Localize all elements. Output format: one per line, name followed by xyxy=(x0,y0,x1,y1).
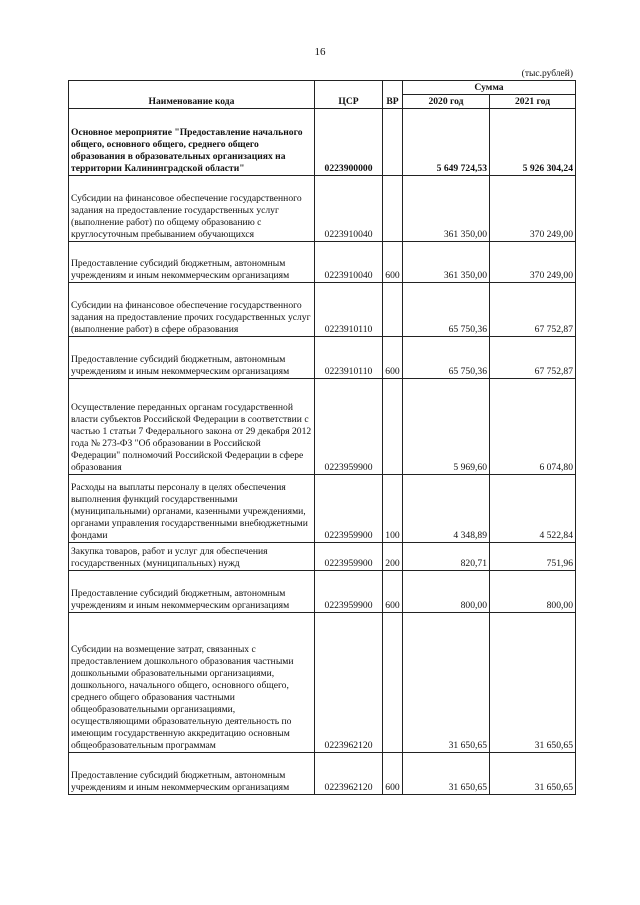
row-csr: 0223910040 xyxy=(315,242,383,283)
row-amount-2021: 31 650,65 xyxy=(490,613,576,753)
table-row xyxy=(69,613,576,753)
table-row xyxy=(69,176,576,242)
budget-table xyxy=(68,80,576,795)
row-name: Предоставление субсидий бюджетным, автономным учреждениям и иным некоммерческим организациям xyxy=(69,571,315,613)
table-row xyxy=(69,543,576,571)
row-vr: 200 xyxy=(383,543,403,571)
header-csr: ЦСР xyxy=(315,81,383,109)
row-vr: 600 xyxy=(383,337,403,379)
row-amount-2020: 820,71 xyxy=(403,543,490,571)
row-amount-2020: 5 969,60 xyxy=(403,379,490,475)
row-amount-2021: 67 752,87 xyxy=(490,283,576,337)
row-amount-2020: 361 350,00 xyxy=(403,242,490,283)
row-name: Предоставление субсидий бюджетным, автономным учреждениям и иным некоммерческим организациям xyxy=(69,337,315,379)
row-csr: 0223959900 xyxy=(315,475,383,543)
row-amount-2020: 31 650,65 xyxy=(403,613,490,753)
row-amount-2021: 800,00 xyxy=(490,571,576,613)
row-amount-2021: 6 074,80 xyxy=(490,379,576,475)
table-row xyxy=(69,283,576,337)
row-vr xyxy=(383,379,403,475)
row-name: Осуществление переданных органам государственной власти субъектов Российской Федерации в соответствии с частью 1 статьи 7 Федерального закона от 29 декабря 2012 года № 273-ФЗ "Об образовании в Российской Федерации" полномочий Российской Федерации в сфере образования xyxy=(69,379,315,475)
table-row xyxy=(69,475,576,543)
row-vr: 600 xyxy=(383,753,403,795)
header-year-2021: 2021 год xyxy=(490,95,576,109)
row-amount-2021: 370 249,00 xyxy=(490,176,576,242)
row-amount-2020: 361 350,00 xyxy=(403,176,490,242)
table-row xyxy=(69,242,576,283)
row-vr: 100 xyxy=(383,475,403,543)
row-amount-2020: 31 650,65 xyxy=(403,753,490,795)
row-csr: 0223910110 xyxy=(315,283,383,337)
table-row xyxy=(69,379,576,475)
row-name: Субсидии на возмещение затрат, связанных с предоставлением дошкольного образования частными дошкольными образовательными организациями, дошкольного, начального общего, основного общего, среднего общего образования частными общеобразовательными организациями, осуществляющими образовательную деятельность по имеющим государственную аккредитацию основным общеобразовательным программам xyxy=(69,613,315,753)
row-amount-2021: 31 650,65 xyxy=(490,753,576,795)
row-csr: 0223962120 xyxy=(315,753,383,795)
row-name: Основное мероприятие "Предоставление начального общего, основного общего, среднего общего образования в образовательных организациях на территории Калининградской области" xyxy=(69,109,315,176)
header-sum: Сумма xyxy=(403,81,576,95)
row-amount-2021: 67 752,87 xyxy=(490,337,576,379)
row-amount-2020: 65 750,36 xyxy=(403,337,490,379)
row-name: Предоставление субсидий бюджетным, автономным учреждениям и иным некоммерческим организациям xyxy=(69,242,315,283)
row-amount-2021: 5 926 304,24 xyxy=(490,109,576,176)
row-name: Закупка товаров, работ и услуг для обеспечения государственных (муниципальных) нужд xyxy=(69,543,315,571)
row-vr: 600 xyxy=(383,242,403,283)
row-csr: 0223959900 xyxy=(315,379,383,475)
row-amount-2021: 4 522,84 xyxy=(490,475,576,543)
row-amount-2020: 65 750,36 xyxy=(403,283,490,337)
row-amount-2021: 370 249,00 xyxy=(490,242,576,283)
table-row xyxy=(69,571,576,613)
row-amount-2020: 4 348,89 xyxy=(403,475,490,543)
row-name: Субсидии на финансовое обеспечение государственного задания на предоставление прочих государственных услуг (выполнение работ) в сфере образования xyxy=(69,283,315,337)
header-year-2020: 2020 год xyxy=(403,95,490,109)
row-vr xyxy=(383,283,403,337)
row-csr: 0223962120 xyxy=(315,613,383,753)
row-csr: 0223959900 xyxy=(315,571,383,613)
table-row xyxy=(69,337,576,379)
table-row xyxy=(69,753,576,795)
row-csr: 0223910040 xyxy=(315,176,383,242)
row-csr: 0223959900 xyxy=(315,543,383,571)
row-name: Расходы на выплаты персоналу в целях обеспечения выполнения функций государственными (муниципальными) органами, казенными учреждениями, органами управления государственными внебюджетными фондами xyxy=(69,475,315,543)
table-row xyxy=(69,109,576,176)
row-amount-2020: 5 649 724,53 xyxy=(403,109,490,176)
units-label: (тыс.рублей) xyxy=(521,69,573,79)
row-vr xyxy=(383,176,403,242)
row-csr: 0223910110 xyxy=(315,337,383,379)
row-csr: 0223900000 xyxy=(315,109,383,176)
row-amount-2020: 800,00 xyxy=(403,571,490,613)
row-name: Предоставление субсидий бюджетным, автономным учреждениям и иным некоммерческим организациям xyxy=(69,753,315,795)
row-vr xyxy=(383,109,403,176)
header-vr: ВР xyxy=(383,81,403,109)
row-vr xyxy=(383,613,403,753)
row-name: Субсидии на финансовое обеспечение государственного задания на предоставление государственных услуг (выполнение работ) по общему образованию с круглосуточным пребыванием обучающихся xyxy=(69,176,315,242)
header-name: Наименование кода xyxy=(69,81,315,109)
row-amount-2021: 751,96 xyxy=(490,543,576,571)
page-number: 16 xyxy=(314,46,326,58)
row-vr: 600 xyxy=(383,571,403,613)
